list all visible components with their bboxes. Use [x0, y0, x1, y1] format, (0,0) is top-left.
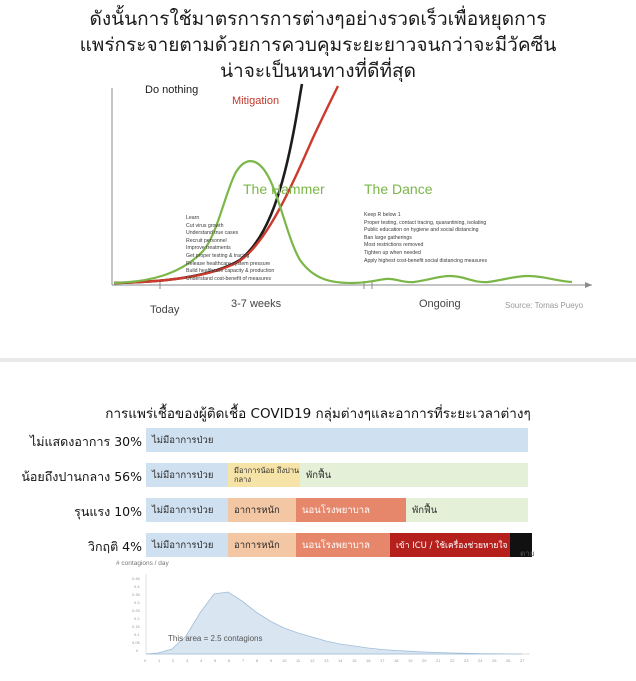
- svg-text:21: 21: [436, 658, 441, 663]
- segment-no-symptoms: ไม่มีอาการป่วย: [146, 428, 528, 452]
- svg-text:0.05: 0.05: [132, 640, 140, 645]
- svg-text:0.2: 0.2: [134, 616, 140, 621]
- row-bar: [146, 463, 528, 487]
- death-label: ตาย: [520, 549, 535, 558]
- title-line-2: แพร่กระจายตามด้วยการควบคุมระยะยาวจนกว่าจะมีวัคซีน: [79, 34, 557, 56]
- svg-text:14: 14: [338, 658, 343, 663]
- list-item: Understand true cases: [186, 230, 239, 237]
- x-axis-label-ongoing: Ongoing: [419, 298, 461, 310]
- svg-text:17: 17: [380, 658, 385, 663]
- x-axis-label-weeks: 3-7 weeks: [231, 298, 282, 310]
- svg-text:19: 19: [408, 658, 413, 663]
- list-item: Keep R below 1: [364, 212, 401, 218]
- x-axis-label-today: Today: [150, 304, 180, 316]
- segment-no-symptoms: ไม่มีอาการป่วย: [146, 498, 228, 522]
- svg-text:12: 12: [310, 658, 315, 663]
- list-item: Recruit personnel: [186, 237, 227, 244]
- x-axis-arrow: [585, 282, 592, 288]
- row-label: วิกฤติ 4%: [87, 539, 142, 554]
- epidemic-curve-chart: [100, 80, 600, 320]
- table-row: [0, 498, 636, 524]
- svg-text:0.1: 0.1: [134, 632, 140, 637]
- row-label: น้อยถึงปานกลาง 56%: [21, 469, 142, 484]
- section-title: การแพร่เชื้อของผู้ติดเชื้อ COVID19 กลุ่มต่างๆและอาการที่ระยะเวลาต่างๆ: [105, 406, 531, 422]
- title-line-1: ดังนั้นการใช้มาตรการการต่างๆอย่างรวดเร็วเพื่อหยุดการ: [89, 8, 547, 30]
- list-item: Understand cost-benefit of measures: [186, 275, 272, 282]
- label-do-nothing: Do nothing: [145, 84, 199, 96]
- list-item: Proper testing, contact tracing, quarantining, isolating: [364, 219, 487, 226]
- row-bar: [146, 533, 532, 557]
- segment-recovery: พักฟื้น: [300, 463, 528, 487]
- y-tick-labels: [132, 576, 141, 653]
- list-item: Apply highest cost-benefit social distancing measures: [364, 257, 488, 264]
- list-item: Tighten up when needed: [364, 249, 421, 256]
- segment-severe-symptoms: อาการหนัก: [228, 533, 296, 557]
- list-item: Most restrictions removed: [364, 242, 424, 249]
- svg-text:25: 25: [492, 658, 497, 663]
- svg-text:0.3: 0.3: [134, 600, 140, 605]
- segment-hospitalized: นอนโรงพยาบาล: [296, 498, 406, 522]
- dance-bullet-list: [364, 212, 487, 265]
- svg-text:0: 0: [144, 658, 147, 663]
- svg-text:16: 16: [366, 658, 371, 663]
- segment-hospitalized: นอนโรงพยาบาล: [296, 533, 390, 557]
- curve-hammer-dance: [114, 161, 572, 283]
- svg-text:3: 3: [186, 658, 189, 663]
- svg-text:0: 0: [136, 648, 139, 653]
- label-the-dance: The Dance: [364, 181, 433, 197]
- list-item: Ban large gatherings: [364, 234, 412, 241]
- svg-text:0.25: 0.25: [132, 608, 140, 613]
- label-the-hammer: The Hammer: [243, 181, 325, 197]
- contagions-chart-svg: [110, 568, 540, 676]
- list-item: Release healthcare system pressure: [186, 260, 271, 267]
- epidemic-curve-svg: [100, 80, 600, 320]
- svg-text:7: 7: [242, 658, 245, 663]
- svg-text:11: 11: [296, 658, 301, 663]
- svg-text:9: 9: [270, 658, 273, 663]
- segment-no-symptoms: ไม่มีอาการป่วย: [146, 463, 228, 487]
- svg-text:26: 26: [506, 658, 511, 663]
- svg-text:4: 4: [200, 658, 203, 663]
- source-credit: Source: Tomas Pueyo: [505, 301, 584, 310]
- table-row: [0, 463, 636, 489]
- segment-icu-ventilator: เข้า ICU / ใช้เครื่องช่วยหายใจ: [390, 533, 510, 557]
- svg-text:18: 18: [394, 658, 399, 663]
- segment-recovery: พักฟื้น: [406, 498, 528, 522]
- svg-text:22: 22: [450, 658, 455, 663]
- svg-text:10: 10: [282, 658, 287, 663]
- svg-text:13: 13: [324, 658, 329, 663]
- svg-text:1: 1: [158, 658, 161, 663]
- row-label: รุนแรง 10%: [74, 504, 142, 519]
- severity-rows: [0, 428, 636, 568]
- svg-text:0.15: 0.15: [132, 624, 140, 629]
- mini-chart-annotation: This area = 2.5 contagions: [168, 634, 263, 643]
- svg-text:8: 8: [256, 658, 259, 663]
- row-bar: [146, 498, 528, 522]
- x-tick-labels: [144, 658, 525, 663]
- list-item: Learn: [186, 215, 200, 221]
- table-row: [0, 428, 636, 454]
- svg-text:20: 20: [422, 658, 427, 663]
- table-row: [0, 533, 636, 559]
- svg-text:27: 27: [520, 658, 525, 663]
- svg-text:0.4: 0.4: [134, 584, 140, 589]
- label-mitigation: Mitigation: [232, 95, 280, 107]
- list-item: Get proper testing & tracing: [186, 252, 250, 259]
- hammer-bullet-list: [186, 215, 274, 283]
- segment-severe-symptoms: อาการหนัก: [228, 498, 296, 522]
- contagions-per-day-chart: [110, 560, 540, 678]
- svg-text:15: 15: [352, 658, 357, 663]
- list-item: Improve treatments: [186, 245, 231, 252]
- page-title: [0, 6, 636, 84]
- contagions-area: [146, 592, 522, 654]
- svg-text:2: 2: [172, 658, 175, 663]
- list-item: Build healthcare capacity & production: [186, 268, 275, 275]
- svg-text:0.45: 0.45: [132, 576, 140, 581]
- svg-text:0.35: 0.35: [132, 592, 140, 597]
- svg-text:24: 24: [478, 658, 483, 663]
- mini-chart-axis-title: # contagions / day: [116, 560, 169, 567]
- title-line-3: น่าจะเป็นหนทางที่ดีที่สุด: [220, 60, 416, 82]
- svg-text:6: 6: [228, 658, 231, 663]
- row-bar: [146, 428, 528, 452]
- svg-text:5: 5: [214, 658, 217, 663]
- segment-mild-moderate: มีอาการน้อย ถึงปานกลาง: [228, 463, 300, 487]
- list-item: Public education on hygiene and social distancing: [364, 227, 479, 234]
- bottom-panel: [0, 362, 636, 681]
- row-label: ไม่แสดงอาการ 30%: [29, 434, 142, 449]
- segment-no-symptoms: ไม่มีอาการป่วย: [146, 533, 228, 557]
- list-item: Cut virus growth: [186, 222, 224, 229]
- svg-text:23: 23: [464, 658, 469, 663]
